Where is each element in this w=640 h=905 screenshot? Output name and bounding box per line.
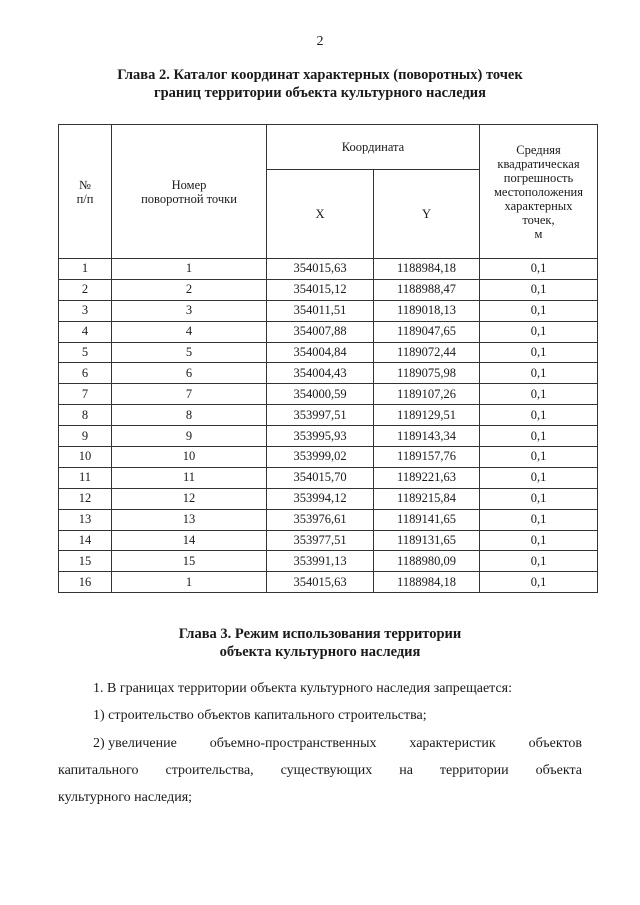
header-point-number: Номер поворотной точки [112, 125, 267, 259]
y-cell: 1188984,18 [374, 572, 480, 593]
error-cell: 0,1 [480, 259, 598, 280]
error-cell: 0,1 [480, 405, 598, 426]
table-row [59, 363, 598, 384]
x-cell: 354015,12 [267, 279, 374, 300]
header-num: № п/п [59, 125, 112, 259]
coordinates-table [58, 124, 598, 593]
point-number-cell: 7 [112, 384, 267, 405]
error-cell: 0,1 [480, 363, 598, 384]
paragraph-1-item-2-line-3: культурного наследия; [58, 790, 193, 805]
chapter-3-title-line-1: Глава 3. Режим использования территории [178, 626, 462, 642]
point-number-cell: 2 [112, 279, 267, 300]
x-cell: 354015,63 [267, 259, 374, 280]
x-cell: 354015,63 [267, 572, 374, 593]
x-cell: 353977,51 [267, 530, 374, 551]
point-number-cell: 11 [112, 467, 267, 488]
table-row [59, 342, 598, 363]
table-row [59, 384, 598, 405]
point-number-cell: 5 [112, 342, 267, 363]
x-cell: 354007,88 [267, 321, 374, 342]
error-cell: 0,1 [480, 551, 598, 572]
point-number-cell: 1 [112, 572, 267, 593]
table-row [59, 551, 598, 572]
y-cell: 1189129,51 [374, 405, 480, 426]
row-num-cell: 9 [59, 426, 112, 447]
error-cell: 0,1 [480, 321, 598, 342]
row-num-cell: 11 [59, 467, 112, 488]
point-number-cell: 1 [112, 259, 267, 280]
row-num-cell: 7 [59, 384, 112, 405]
table-row [59, 509, 598, 530]
error-cell: 0,1 [480, 572, 598, 593]
y-cell: 1189221,63 [374, 467, 480, 488]
y-cell: 1189215,84 [374, 488, 480, 509]
x-cell: 353976,61 [267, 509, 374, 530]
point-number-cell: 13 [112, 509, 267, 530]
x-cell: 353991,13 [267, 551, 374, 572]
y-cell: 1189047,65 [374, 321, 480, 342]
table-row [59, 447, 598, 468]
point-number-cell: 6 [112, 363, 267, 384]
x-cell: 353994,12 [267, 488, 374, 509]
chapter-3-title-line-2: объекта культурного наследия [219, 644, 421, 660]
error-cell: 0,1 [480, 447, 598, 468]
row-num-cell: 5 [59, 342, 112, 363]
error-cell: 0,1 [480, 426, 598, 447]
y-cell: 1189141,65 [374, 509, 480, 530]
y-cell: 1188980,09 [374, 551, 480, 572]
table-row [59, 426, 598, 447]
paragraph-1-item-2-line-1: 2) увеличение объемно-пространственных характеристик объектов [93, 736, 582, 751]
table-row [59, 530, 598, 551]
x-cell: 354015,70 [267, 467, 374, 488]
point-number-cell: 8 [112, 405, 267, 426]
row-num-cell: 12 [59, 488, 112, 509]
table-row [59, 488, 598, 509]
header-y: Y [374, 170, 480, 259]
row-num-cell: 15 [59, 551, 112, 572]
row-num-cell: 4 [59, 321, 112, 342]
error-cell: 0,1 [480, 279, 598, 300]
paragraph-1-item-1: 1) строительство объектов капитального строительства; [93, 708, 427, 723]
chapter-3-title [0, 625, 640, 661]
y-cell: 1188988,47 [374, 279, 480, 300]
y-cell: 1189157,76 [374, 447, 480, 468]
point-number-cell: 4 [112, 321, 267, 342]
row-num-cell: 16 [59, 572, 112, 593]
point-number-cell: 3 [112, 300, 267, 321]
table-row [59, 405, 598, 426]
y-cell: 1188984,18 [374, 259, 480, 280]
header-mean-square-error: Средняя квадратическая погрешность местоположения характерных точек, м [480, 125, 598, 259]
point-number-cell: 14 [112, 530, 267, 551]
row-num-cell: 1 [59, 259, 112, 280]
row-num-cell: 8 [59, 405, 112, 426]
header-x: X [267, 170, 374, 259]
paragraph-1-item-2-line-2: капитального строительства, существующих на территории объекта [58, 763, 582, 778]
x-cell: 354004,84 [267, 342, 374, 363]
row-num-cell: 14 [59, 530, 112, 551]
x-cell: 353997,51 [267, 405, 374, 426]
paragraph-1: 1. В границах территории объекта культурного наследия запрещается: [93, 681, 513, 696]
error-cell: 0,1 [480, 488, 598, 509]
point-number-cell: 9 [112, 426, 267, 447]
y-cell: 1189143,34 [374, 426, 480, 447]
table-row [59, 279, 598, 300]
y-cell: 1189072,44 [374, 342, 480, 363]
row-num-cell: 3 [59, 300, 112, 321]
error-cell: 0,1 [480, 384, 598, 405]
error-cell: 0,1 [480, 342, 598, 363]
error-cell: 0,1 [480, 300, 598, 321]
y-cell: 1189107,26 [374, 384, 480, 405]
table-row [59, 467, 598, 488]
error-cell: 0,1 [480, 509, 598, 530]
point-number-cell: 15 [112, 551, 267, 572]
chapter-2-title [0, 66, 640, 102]
y-cell: 1189018,13 [374, 300, 480, 321]
error-cell: 0,1 [480, 530, 598, 551]
x-cell: 354000,59 [267, 384, 374, 405]
page-number: 2 [316, 34, 324, 49]
row-num-cell: 13 [59, 509, 112, 530]
table-row [59, 572, 598, 593]
error-cell: 0,1 [480, 467, 598, 488]
header-coordinate: Координата [267, 125, 480, 170]
chapter-2-title-line-2: границ территории объекта культурного наследия [154, 85, 486, 101]
table-row [59, 321, 598, 342]
point-number-cell: 12 [112, 488, 267, 509]
x-cell: 353995,93 [267, 426, 374, 447]
y-cell: 1189131,65 [374, 530, 480, 551]
table-row [59, 300, 598, 321]
x-cell: 353999,02 [267, 447, 374, 468]
y-cell: 1189075,98 [374, 363, 480, 384]
chapter-2-title-line-1: Глава 2. Каталог координат характерных (поворотных) точек [117, 67, 523, 83]
x-cell: 354004,43 [267, 363, 374, 384]
table-row [59, 259, 598, 280]
row-num-cell: 2 [59, 279, 112, 300]
point-number-cell: 10 [112, 447, 267, 468]
row-num-cell: 10 [59, 447, 112, 468]
row-num-cell: 6 [59, 363, 112, 384]
x-cell: 354011,51 [267, 300, 374, 321]
